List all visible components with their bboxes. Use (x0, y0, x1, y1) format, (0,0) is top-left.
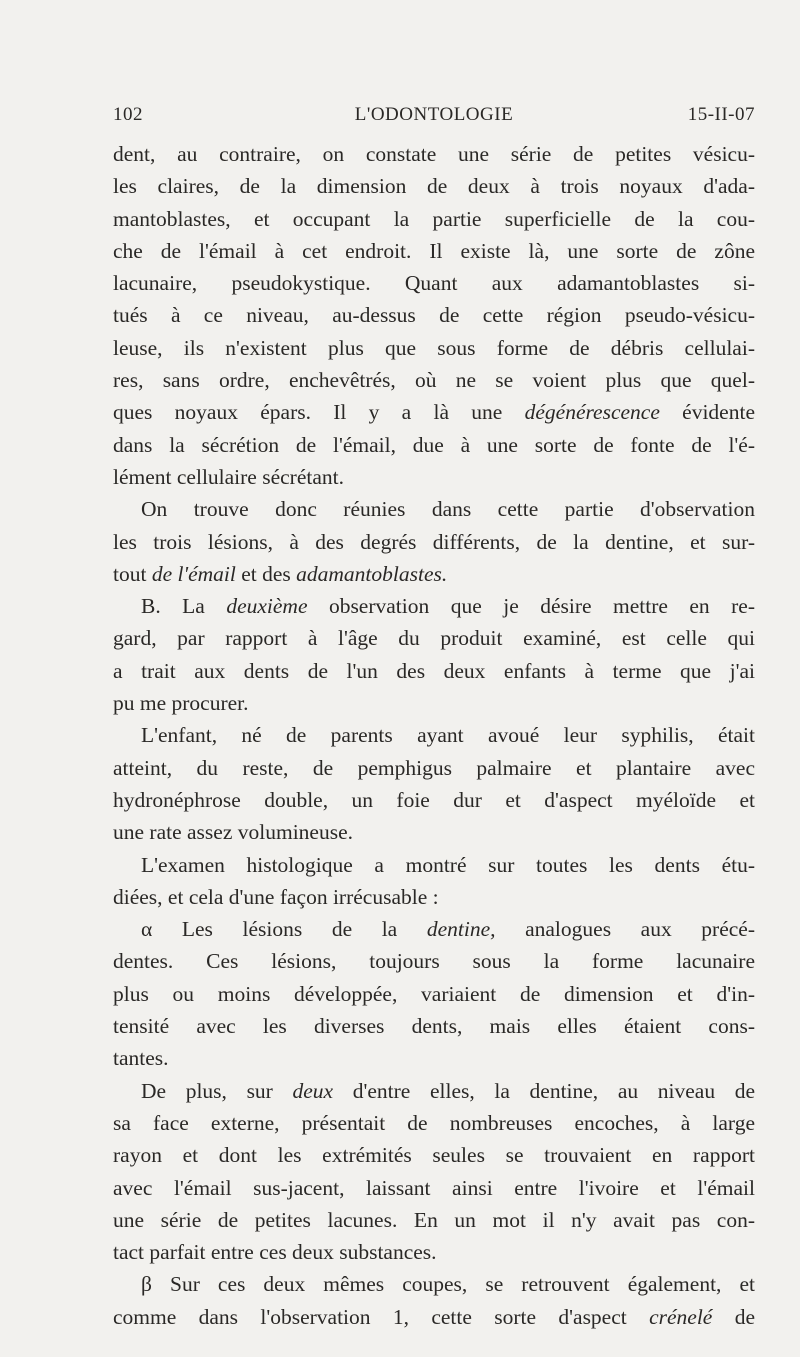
line-text: analogues aux précé- (495, 917, 755, 942)
text-line (113, 493, 755, 525)
line-text: a trait aux dents de l'un des deux enfants à terme que j'ai (113, 658, 755, 683)
text-line (113, 1010, 755, 1042)
text-line (113, 816, 755, 848)
line-text: évidente (659, 400, 755, 425)
text-line (113, 1172, 755, 1204)
line-text: rayon et dont les extrémités seules se trouvaient en rapport (113, 1143, 755, 1168)
running-title: L'ODONTOLOGIE (354, 104, 514, 125)
line-text: B. La (141, 594, 227, 619)
italic-term: de l'émail (151, 561, 236, 586)
italic-term: adamantoblastes. (296, 561, 448, 586)
line-text: leuse, ils n'existent plus que sous forme de débris cellulai- (113, 335, 755, 360)
text-line (113, 1075, 755, 1107)
text-line (113, 526, 755, 558)
text-line (113, 299, 755, 331)
line-text: tantes. (113, 1046, 169, 1071)
line-text: avec l'émail sus-jacent, laissant ainsi entre l'ivoire et l'émail (113, 1175, 755, 1200)
line-text: et des (235, 561, 297, 586)
line-text: res, sans ordre, enchevêtrés, où ne se voient plus que quel- (113, 368, 755, 393)
line-text: dans la sécrétion de l'émail, due à une sorte de fonte de l'é- (113, 432, 755, 457)
page-number: 102 (113, 104, 143, 125)
line-text: β Sur ces deux mêmes coupes, se retrouvent également, et (141, 1272, 755, 1297)
line-text: tact parfait entre ces deux substances. (113, 1240, 437, 1265)
text-line (113, 1107, 755, 1139)
text-line (113, 784, 755, 816)
line-text: gard, par rapport à l'âge du produit examiné, est celle qui (113, 626, 755, 651)
line-text: On trouve donc réunies dans cette partie d'observation (141, 497, 755, 522)
text-line (113, 267, 755, 299)
text-line (113, 170, 755, 202)
line-text: dentes. Ces lésions, toujours sous la forme lacunaire (113, 949, 755, 974)
text-line (113, 364, 755, 396)
line-text: hydronéphrose double, un foie dur et d'aspect myéloïde et (113, 787, 755, 812)
text-line (113, 396, 755, 428)
line-text: De plus, sur (141, 1078, 293, 1103)
line-text: observation que je désire mettre en re- (307, 594, 755, 619)
text-line (113, 849, 755, 881)
header-date: 15-II-07 (687, 104, 755, 125)
line-text: comme dans l'observation 1, cette sorte d'aspect (113, 1304, 650, 1329)
italic-term: deuxième (226, 594, 308, 619)
text-line (113, 461, 755, 493)
line-text: pu me procurer. (113, 691, 249, 716)
text-line (113, 881, 755, 913)
line-text: une série de petites lacunes. En un mot il n'y avait pas con- (113, 1207, 755, 1232)
line-text: L'examen histologique a montré sur toutes les dents étu- (141, 852, 755, 877)
text-line (113, 978, 755, 1010)
line-text: une rate assez volumineuse. (113, 820, 353, 845)
text-line (113, 1204, 755, 1236)
italic-term: dentine, (426, 917, 496, 942)
line-text: les trois lésions, à des degrés différents, de la dentine, et sur- (113, 529, 755, 554)
line-text: che de l'émail à cet endroit. Il existe là, une sorte de zône (113, 238, 755, 263)
text-line (113, 687, 755, 719)
text-line (113, 655, 755, 687)
text-line (113, 332, 755, 364)
text-line (113, 752, 755, 784)
line-text: tués à ce niveau, au-dessus de cette région pseudo-vésicu- (113, 303, 755, 328)
line-text: d'entre elles, la dentine, au niveau de (333, 1078, 755, 1103)
line-text: L'enfant, né de parents ayant avoué leur syphilis, était (141, 723, 755, 748)
line-text: dent, au contraire, on constate une série de petites vésicu- (113, 142, 755, 166)
text-line (113, 558, 755, 590)
text-line (113, 945, 755, 977)
text-line (113, 1042, 755, 1074)
line-text: diées, et cela d'une façon irrécusable : (113, 884, 439, 909)
line-text: tout (113, 561, 152, 586)
body-text (113, 138, 755, 1333)
text-line (113, 913, 755, 945)
line-text: de (712, 1304, 755, 1329)
text-line (113, 1236, 755, 1268)
text-line (113, 1268, 755, 1300)
text-line (113, 719, 755, 751)
line-text: lacunaire, pseudokystique. Quant aux adamantoblastes si- (113, 271, 755, 296)
line-text: sa face externe, présentait de nombreuses encoches, à large (113, 1110, 755, 1135)
line-text: lément cellulaire sécrétant. (113, 464, 344, 489)
italic-term: dégénérescence (524, 400, 660, 425)
text-line (113, 429, 755, 461)
text-line (113, 138, 755, 170)
text-line (113, 622, 755, 654)
italic-term: crénelé (649, 1304, 713, 1329)
line-text: atteint, du reste, de pemphigus palmaire et plantaire avec (113, 755, 755, 780)
line-text: α Les lésions de la (141, 917, 427, 942)
text-line (113, 1139, 755, 1171)
text-line (113, 235, 755, 267)
line-text: tensité avec les diverses dents, mais elles étaient cons- (113, 1014, 755, 1039)
line-text: les claires, de la dimension de deux à trois noyaux d'ada- (113, 174, 755, 199)
text-line (113, 590, 755, 622)
text-line (113, 1301, 755, 1333)
text-line (113, 203, 755, 235)
line-text: plus ou moins développée, variaient de dimension et d'in- (113, 981, 755, 1006)
line-text: ques noyaux épars. Il y a là une (113, 400, 525, 425)
line-text: mantoblastes, et occupant la partie superficielle de la cou- (113, 206, 755, 231)
italic-term: deux (292, 1078, 334, 1103)
